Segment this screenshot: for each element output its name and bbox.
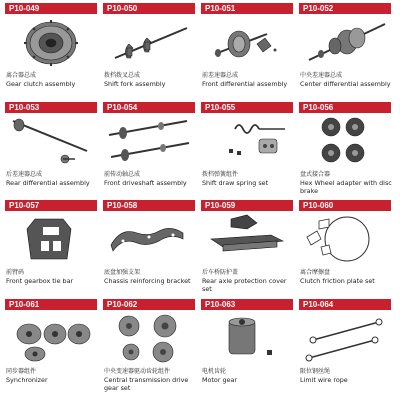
part-name-cn: 中央变速器驱动齿轮组件: [104, 367, 171, 375]
part-name-en: Center differential assembly: [300, 80, 391, 88]
part-name-cn: 前臂码: [6, 269, 25, 276]
part-card: [5, 299, 97, 398]
part-code: P10-050: [107, 4, 138, 13]
drive-gear-icon: [103, 310, 195, 366]
part-code-tag: [299, 102, 391, 113]
bracket-icon: [103, 211, 195, 267]
spring-set-icon: [201, 113, 293, 169]
driveshaft-icon: [103, 113, 195, 169]
part-code: P10-052: [303, 4, 334, 13]
part-code-tag: [299, 299, 391, 310]
part-code: P10-054: [107, 102, 138, 112]
part-code-tag: [201, 102, 293, 113]
part-code: P10-055: [205, 102, 236, 112]
part-code: P10-049: [9, 4, 40, 13]
part-code: P10-058: [107, 201, 138, 210]
wire-rope-icon: [299, 310, 391, 366]
part-code-tag: [201, 200, 293, 211]
part-name-en: Motor gear: [202, 375, 238, 384]
part-name-en: Limit wire rope: [300, 375, 348, 384]
part-name-en: Shift fork assembly: [104, 80, 166, 88]
part-code: P10-056: [303, 102, 334, 112]
part-name-en: Rear differential assembly: [6, 178, 90, 187]
part-card: [103, 200, 195, 299]
part-card: [201, 102, 293, 201]
part-code-tag: [299, 200, 391, 211]
part-name-cn: 拨档拨叉总成: [104, 72, 141, 79]
part-card: [5, 3, 97, 102]
part-card: [299, 299, 391, 398]
gear-clutch-icon: [5, 14, 97, 70]
part-code-tag: [299, 3, 391, 14]
part-name-cn: 同步器组件: [6, 367, 37, 375]
part-name-en: Front differential assembly: [202, 80, 288, 88]
part-name-cn: 离合摩擦盘: [300, 269, 331, 276]
part-name-cn: 限位钢丝绳: [300, 367, 331, 375]
part-code-tag: [5, 299, 97, 310]
part-name-cn: 中央差速器总成: [300, 72, 343, 79]
part-name-en: Gear clutch assembly: [6, 80, 76, 88]
part-card: [201, 299, 293, 398]
synchronizer-icon: [5, 310, 97, 366]
part-code: P10-061: [9, 299, 40, 309]
part-name-en: Central transmission drive gear set: [104, 375, 189, 392]
part-code: P10-063: [205, 299, 236, 309]
part-code-tag: [201, 299, 293, 310]
part-name-en: Shift draw spring set: [202, 178, 269, 187]
part-name-en: Clutch friction plate set: [300, 277, 375, 285]
part-name-en: Rear axle protection cover set: [202, 277, 287, 293]
part-card: [201, 3, 293, 102]
part-name-cn: 前传动轴总成: [104, 170, 141, 178]
part-name-cn: 后车桥防护盖: [202, 269, 239, 276]
part-name-cn: 后差速器总成: [6, 170, 43, 178]
part-name-cn: 电机齿轮: [202, 367, 227, 375]
part-code-tag: [103, 200, 195, 211]
part-code: P10-064: [303, 299, 334, 309]
part-card: [103, 102, 195, 201]
parts-grid: [5, 3, 393, 397]
part-name-cn: 拨档弹簧组件: [202, 170, 239, 178]
part-code: P10-051: [205, 4, 236, 13]
center-differential-icon: [299, 14, 391, 70]
part-code-tag: [103, 102, 195, 113]
part-code: P10-053: [9, 102, 40, 112]
part-name-en: Chassis reinforcing bracket: [104, 277, 191, 285]
part-card: [299, 200, 391, 299]
front-differential-icon: [201, 14, 293, 70]
part-name-en: Front driveshaft assembly: [104, 178, 187, 187]
axle-cover-icon: [201, 211, 293, 267]
part-name-en: Hex Wheel adapter with disc brake: [300, 178, 392, 195]
part-card: [103, 3, 195, 102]
part-name-cn: 盘式接合器: [300, 170, 331, 178]
part-code-tag: [5, 3, 97, 14]
part-card: [299, 102, 391, 201]
part-code-tag: [201, 3, 293, 14]
part-code-tag: [5, 200, 97, 211]
part-code: P10-060: [303, 201, 334, 210]
part-code: P10-057: [9, 201, 40, 210]
rear-differential-icon: [5, 113, 97, 169]
part-card: [103, 299, 195, 398]
part-code-tag: [103, 3, 195, 14]
part-code-tag: [103, 299, 195, 310]
part-code: P10-062: [107, 299, 138, 309]
part-name-cn: 离合器总成: [6, 72, 37, 79]
part-name-en: Front gearbox tie bar: [6, 277, 74, 285]
part-name-cn: 底盘加强支架: [104, 269, 141, 276]
tie-bar-icon: [5, 211, 97, 267]
part-card: [299, 3, 391, 102]
part-name-cn: 前差速器总成: [202, 72, 239, 79]
part-code-tag: [5, 102, 97, 113]
part-code: P10-059: [205, 201, 236, 210]
part-card: [201, 200, 293, 299]
part-card: [5, 102, 97, 201]
friction-plate-icon: [299, 211, 391, 267]
part-name-en: Synchronizer: [6, 375, 48, 384]
shift-fork-icon: [103, 14, 195, 70]
part-card: [5, 200, 97, 299]
motor-gear-icon: [201, 310, 293, 366]
disc-brake-icon: [299, 113, 391, 169]
